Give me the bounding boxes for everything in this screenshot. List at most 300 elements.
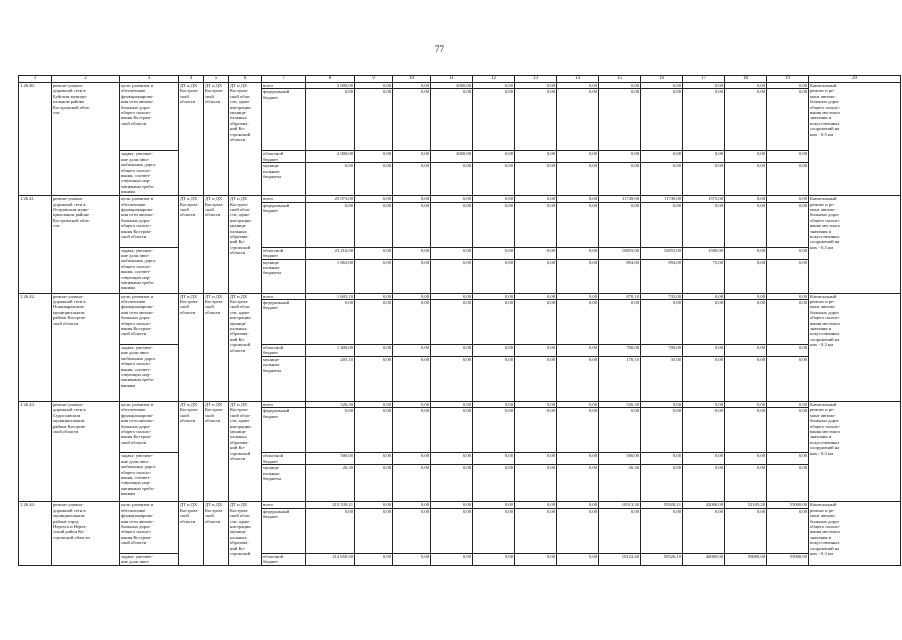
amount-cell: 1 400,00 [306, 345, 355, 357]
column-header: 5 [204, 76, 229, 83]
amount-cell: 0,00 [725, 465, 767, 502]
amount-cell: 0,00 [683, 465, 725, 502]
amount-cell: 0,00 [306, 508, 355, 553]
row-number: 1.26.44. [19, 502, 52, 565]
amount-cell: 0,00 [355, 89, 393, 151]
column-header: 7 [262, 76, 306, 83]
amount-cell: 0,00 [355, 202, 393, 247]
column-header: 4 [179, 76, 204, 83]
amount-cell: 0,00 [725, 508, 767, 553]
amount-cell: 0,00 [431, 247, 473, 259]
amount-cell: 55000,00 [767, 502, 809, 508]
funding-source: всего [262, 293, 306, 299]
amount-cell: 52105,20 [725, 502, 767, 508]
amount-cell: 0,00 [515, 300, 557, 345]
amount-cell: 0,00 [683, 508, 725, 553]
funding-source: федеральный бюджет [262, 508, 306, 553]
amount-cell: 0,00 [393, 402, 431, 408]
amount-cell: 0,00 [725, 247, 767, 259]
amount-cell: 0,00 [767, 465, 809, 502]
activity-task: задача: увеличе- ние доли авто- мобильных дорог общего пользо- вания, соответ- ствующих нор- мативным требо- ваниям [120, 247, 179, 293]
amount-cell: 0,00 [515, 465, 557, 502]
amount-cell: 700,00 [641, 345, 683, 357]
amount-cell: 26,30 [306, 465, 355, 502]
amount-cell: 0,00 [557, 357, 599, 402]
amount-cell: 0,00 [641, 163, 683, 196]
amount-cell: 0,00 [557, 345, 599, 357]
amount-cell: 0,00 [306, 163, 355, 196]
row-number: 1.26.41. [19, 196, 52, 293]
amount-cell: 0,00 [767, 300, 809, 345]
amount-cell: 0,00 [473, 408, 515, 453]
amount-cell: 0,00 [683, 402, 725, 408]
amount-cell: 0,00 [683, 83, 725, 89]
amount-cell: 0,00 [393, 453, 431, 465]
amount-cell: 0,00 [393, 259, 431, 293]
amount-cell: 0,00 [473, 553, 515, 565]
amount-cell: 0,00 [641, 83, 683, 89]
table-row [19, 151, 901, 163]
amount-cell: 0,00 [767, 202, 809, 247]
amount-cell: 0,00 [473, 259, 515, 293]
amount-cell: 11749,00 [641, 196, 683, 202]
amount-cell: 0,00 [393, 293, 431, 299]
amount-cell: 0,00 [355, 151, 393, 163]
amount-cell: 0,00 [431, 345, 473, 357]
amount-cell: 0,00 [725, 259, 767, 293]
amount-cell: 0,00 [557, 402, 599, 408]
funding-source: федеральный бюджет [262, 202, 306, 247]
amount-cell: 0,00 [473, 83, 515, 89]
amount-cell: 0,00 [393, 502, 431, 508]
amount-cell: 0,00 [641, 408, 683, 453]
amount-cell: 0,00 [725, 151, 767, 163]
amount-cell: 0,00 [306, 300, 355, 345]
amount-cell: 0,00 [683, 89, 725, 151]
amount-cell: 0,00 [431, 553, 473, 565]
amount-cell: 0,00 [557, 83, 599, 89]
amount-cell: 0,00 [515, 553, 557, 565]
amount-cell: 894,00 [599, 259, 641, 293]
amount-cell: 0,00 [641, 402, 683, 408]
amount-cell: 0,00 [393, 89, 431, 151]
amount-cell: 35,00 [641, 357, 683, 402]
responsible-executor: ДТ и ДХ Костром- ской области [179, 402, 204, 502]
amount-cell: 23 210,00 [306, 247, 355, 259]
participants: ДТ и ДХ Костром- ской обла- сти, адми- нистрации муници- пальных образова- ний Ко- стромской области [229, 402, 262, 502]
amount-cell: 0,00 [355, 357, 393, 402]
amount-cell: 10513,30 [599, 502, 641, 508]
amount-cell: 55000,00 [767, 553, 809, 565]
amount-cell: 0,00 [355, 453, 393, 465]
responsible-executor: ДТ и ДХ Костром- ской области [179, 502, 204, 565]
amount-cell: 11749,00 [599, 196, 641, 202]
amount-cell: 0,00 [355, 465, 393, 502]
funding-source: федеральный бюджет [262, 300, 306, 345]
amount-cell: 0,00 [431, 453, 473, 465]
amount-cell: 0,00 [473, 151, 515, 163]
amount-cell: 526,30 [599, 402, 641, 408]
amount-cell: 0,00 [557, 293, 599, 299]
amount-cell: 0,00 [515, 402, 557, 408]
column-header: 13 [515, 76, 557, 83]
amount-cell: 500,00 [306, 453, 355, 465]
amount-cell: 0,00 [431, 259, 473, 293]
amount-cell: 0,00 [641, 300, 683, 345]
amount-cell: 0,00 [355, 259, 393, 293]
amount-cell: 0,00 [431, 357, 473, 402]
amount-cell: 0,00 [431, 293, 473, 299]
amount-cell: 0,00 [767, 259, 809, 293]
amount-cell: 0,00 [355, 293, 393, 299]
funding-source: федеральный бюджет [262, 408, 306, 453]
amount-cell: 0,00 [393, 553, 431, 565]
funding-source: всего [262, 402, 306, 408]
amount-cell: 0,00 [725, 89, 767, 151]
amount-cell: 215 539,21 [306, 502, 355, 508]
expected-result: Капитальный ремонт и ре- монт автомо- бильных дорог общего пользо- вания местного значения и искусственных сооружений на них - 0,5 км [809, 83, 901, 196]
amount-cell: 0,00 [355, 345, 393, 357]
amount-cell: 40000,00 [683, 553, 725, 565]
amount-cell: 0,00 [355, 502, 393, 508]
amount-cell: 0,00 [641, 508, 683, 553]
amount-cell: 50526,10 [641, 553, 683, 565]
program-activities-table [18, 75, 901, 566]
funding-source: муници- пальные бюджеты [262, 465, 306, 502]
row-number: 1.26.40. [19, 83, 52, 196]
amount-cell: 0,00 [557, 89, 599, 151]
amount-cell: 0,00 [393, 508, 431, 553]
funding-source: всего [262, 83, 306, 89]
participants: ДТ и ДХ Костром- ской обла- сти, адми- нистрации муници- пальных образова- ний Ко- стромской [229, 502, 262, 565]
amount-cell: 0,00 [355, 196, 393, 202]
amount-cell: 10855,00 [641, 247, 683, 259]
amount-cell: 0,00 [473, 89, 515, 151]
activity-goal: цель: развитие и обеспечение функционирова- ния сети автомо- бильных дорог общего пользо- вания Костром- ской области [120, 502, 179, 553]
amount-cell: 0,00 [557, 196, 599, 202]
column-header: 8 [306, 76, 355, 83]
amount-cell: 0,00 [393, 247, 431, 259]
amount-cell: 25 073,00 [306, 196, 355, 202]
amount-cell: 0,00 [431, 465, 473, 502]
amount-cell: 0,00 [599, 300, 641, 345]
amount-cell: 0,00 [725, 83, 767, 89]
activity-goal: цель: развитие и обеспечение функционирова- ния сети автомо- бильных дорог общего пользо- вания Костром- ской области [120, 293, 179, 344]
amount-cell: 205,10 [306, 357, 355, 402]
amount-cell: 0,00 [557, 163, 599, 196]
funding-source: муници- пальные бюджеты [262, 163, 306, 196]
amount-cell: 0,00 [599, 89, 641, 151]
amount-cell: 0,00 [557, 553, 599, 565]
amount-cell: 0,00 [431, 508, 473, 553]
amount-cell: 50000,00 [725, 553, 767, 565]
amount-cell: 0,00 [431, 502, 473, 508]
participants: ДТ и ДХ Костром- ской обла- сти, адми- нистрации муници- пальных образова- ний Ко- стромской области [229, 293, 262, 401]
amount-cell: 0,00 [355, 83, 393, 89]
amount-cell: 0,00 [473, 293, 515, 299]
amount-cell: 0,00 [431, 408, 473, 453]
amount-cell: 0,00 [557, 408, 599, 453]
amount-cell: 2000,00 [431, 83, 473, 89]
amount-cell: 0,00 [767, 508, 809, 553]
amount-cell: 0,00 [306, 89, 355, 151]
column-header: 20 [809, 76, 901, 83]
column-header: 9 [355, 76, 393, 83]
amount-cell: 0,00 [725, 300, 767, 345]
participants: ДТ и ДХ Костром- ской обла- сти, адми- нистрации муници- пальных образова- ний Ко- стромской области [229, 83, 262, 196]
amount-cell: 0,00 [473, 345, 515, 357]
amount-cell: 0,00 [767, 402, 809, 408]
amount-cell: 0,00 [473, 196, 515, 202]
amount-cell: 0,00 [599, 163, 641, 196]
amount-cell: 0,00 [515, 408, 557, 453]
amount-cell: 1575,00 [683, 196, 725, 202]
amount-cell: 0,00 [355, 402, 393, 408]
amount-cell: 0,00 [515, 151, 557, 163]
amount-cell: 0,00 [767, 196, 809, 202]
amount-cell: 0,00 [641, 202, 683, 247]
amount-cell: 0,00 [641, 151, 683, 163]
amount-cell: 0,00 [515, 196, 557, 202]
amount-cell: 0,00 [355, 553, 393, 565]
amount-cell: 0,00 [393, 151, 431, 163]
responsible-executor: ДТ и ДХ Костром- ской области [179, 196, 204, 293]
amount-cell: 0,00 [515, 89, 557, 151]
amount-cell: 0,00 [767, 151, 809, 163]
amount-cell: 0,00 [355, 408, 393, 453]
amount-cell: 0,00 [683, 151, 725, 163]
amount-cell: 2 000,00 [306, 83, 355, 89]
amount-cell: 0,00 [393, 465, 431, 502]
amount-cell: 0,00 [393, 408, 431, 453]
amount-cell: 0,00 [393, 163, 431, 196]
amount-cell: 0,00 [557, 247, 599, 259]
amount-cell: 0,00 [473, 300, 515, 345]
amount-cell: 0,00 [473, 247, 515, 259]
funding-source: областной бюджет [262, 151, 306, 163]
amount-cell: 2 000,00 [306, 151, 355, 163]
participants: ДТ и ДХ Костром- ской обла- сти, адми- нистрации муници- пальных образова- ний Ко- стромской области [229, 196, 262, 293]
amount-cell: 0,00 [393, 300, 431, 345]
amount-cell: 0,00 [393, 345, 431, 357]
column-header: 10 [393, 76, 431, 83]
amount-cell: 0,00 [767, 357, 809, 402]
amount-cell: 0,00 [725, 402, 767, 408]
amount-cell: 0,00 [557, 151, 599, 163]
amount-cell: 0,00 [431, 163, 473, 196]
amount-cell: 0,00 [515, 293, 557, 299]
amount-cell: 0,00 [306, 408, 355, 453]
amount-cell: 870,10 [599, 293, 641, 299]
amount-cell: 0,00 [683, 357, 725, 402]
amount-cell: 0,00 [431, 202, 473, 247]
amount-cell: 0,00 [393, 83, 431, 89]
amount-cell: 0,00 [515, 259, 557, 293]
amount-cell: 0,00 [557, 465, 599, 502]
amount-cell: 10855,00 [599, 247, 641, 259]
amount-cell: 0,00 [393, 196, 431, 202]
expected-result: Капитальный ремонт и ре- монт автомо- бильных дорог общего пользо- вания местного значения и искусственных сооружений на них - 0,3 км [809, 502, 901, 565]
amount-cell: 0,00 [683, 300, 725, 345]
amount-cell: 0,00 [557, 453, 599, 465]
amount-cell: 0,00 [557, 259, 599, 293]
table-header-row [19, 76, 901, 83]
co-executor: ДТ и ДХ Костром- ской области [204, 293, 229, 401]
amount-cell: 0,00 [725, 293, 767, 299]
amount-cell: 170,10 [599, 357, 641, 402]
amount-cell: 0,00 [683, 345, 725, 357]
amount-cell: 2000,00 [431, 151, 473, 163]
funding-source: муници- пальные бюджеты [262, 357, 306, 402]
expected-result: Капитальный ремонт и ре- монт автомо- бильных дорог общего пользо- вания местного значения и искусственных сооружений на них - 0,3 км [809, 402, 901, 502]
amount-cell: 0,00 [767, 293, 809, 299]
table-row [19, 453, 901, 465]
column-header: 2 [52, 76, 120, 83]
funding-source: всего [262, 196, 306, 202]
amount-cell: 735,00 [641, 293, 683, 299]
amount-cell: 0,00 [767, 345, 809, 357]
activity-goal: цель: развитие и обеспечение функционирова- ния сети автомо- бильных дорог общего пользо- вания Костром- ской области [120, 83, 179, 151]
row-number: 1.26.42. [19, 293, 52, 401]
amount-cell: 0,00 [599, 408, 641, 453]
activity-name: ремонт улично- дорожной сети в Судиславском муниципальном районе Костром- ской области [52, 402, 120, 502]
amount-cell: 700,00 [599, 345, 641, 357]
amount-cell: 75,00 [683, 259, 725, 293]
activity-task: задача: увеличе- ние доли авто- мобильных дорог общего пользо- вания, соответ- ствующих нор- мативным требо- ваниям [120, 151, 179, 196]
column-header: 16 [641, 76, 683, 83]
amount-cell: 10122,40 [599, 553, 641, 565]
funding-source: областной бюджет [262, 553, 306, 565]
amount-cell: 0,00 [515, 453, 557, 465]
column-header: 1 [19, 76, 52, 83]
expected-result: Капитальный ремонт и ре- монт автомо- бильных дорог общего пользо- вание местного значения и искусственных сооружений на них - 0,5 км [809, 196, 901, 293]
amount-cell: 0,00 [725, 202, 767, 247]
funding-source: областной бюджет [262, 453, 306, 465]
column-header: 12 [473, 76, 515, 83]
amount-cell: 0,00 [641, 453, 683, 465]
activity-name: ремонт улично- дорожной сети в Поназыревском муниципальном районе Костром- ской области [52, 293, 120, 401]
column-header: 19 [767, 76, 809, 83]
expected-result: Капитальный ремонт и ре- монт автомо- бильных дорог общего пользо- вания местного значения и искусственных сооружений на них - 0,3 км [809, 293, 901, 401]
funding-source: муници- пальные бюджеты [262, 259, 306, 293]
amount-cell: 1 605,10 [306, 293, 355, 299]
amount-cell: 0,00 [515, 83, 557, 89]
amount-cell: 0,00 [431, 89, 473, 151]
amount-cell: 0,00 [767, 247, 809, 259]
amount-cell: 0,00 [473, 465, 515, 502]
amount-cell: 0,00 [725, 345, 767, 357]
activity-task: задача: увеличе- ние доли авто- [120, 553, 179, 565]
amount-cell: 0,00 [599, 151, 641, 163]
amount-cell: 0,00 [557, 502, 599, 508]
amount-cell: 0,00 [431, 196, 473, 202]
table-row [19, 247, 901, 259]
amount-cell: 0,00 [393, 357, 431, 402]
amount-cell: 0,00 [599, 202, 641, 247]
amount-cell: 1 863,00 [306, 259, 355, 293]
amount-cell: 0,00 [355, 300, 393, 345]
column-header: 11 [431, 76, 473, 83]
column-header: 15 [599, 76, 641, 83]
page-number: 77 [435, 44, 444, 54]
amount-cell: 0,00 [515, 202, 557, 247]
funding-source: областной бюджет [262, 345, 306, 357]
amount-cell: 0,00 [515, 357, 557, 402]
amount-cell: 0,00 [767, 89, 809, 151]
amount-cell: 0,00 [355, 508, 393, 553]
activity-name: ремонт улично- дорожной сети в Буйском муници- пальном районе Костромской обла- сти [52, 83, 120, 196]
amount-cell: 0,00 [431, 402, 473, 408]
amount-cell: 0,00 [473, 402, 515, 408]
amount-cell: 0,00 [515, 502, 557, 508]
amount-cell: 0,00 [725, 163, 767, 196]
amount-cell: 0,00 [557, 300, 599, 345]
amount-cell: 0,00 [599, 508, 641, 553]
amount-cell: 0,00 [683, 453, 725, 465]
amount-cell: 0,00 [557, 508, 599, 553]
amount-cell: 0,00 [473, 202, 515, 247]
amount-cell: 0,00 [473, 163, 515, 196]
amount-cell: 26,30 [599, 465, 641, 502]
responsible-executor: ДТ и ДХ Костром- ской области [179, 293, 204, 401]
amount-cell: 0,00 [683, 202, 725, 247]
activity-name: ремонт улично- дорожной сети в Островском муни- ципальном районе Костромской обла- сти [52, 196, 120, 293]
amount-cell: 0,00 [515, 345, 557, 357]
amount-cell: 0,00 [431, 300, 473, 345]
activity-task: задача: увеличе- ние доли авто- мобильных дорог общего пользо- вания, соответ- ствующих нор- мативным требо- ваниям [120, 345, 179, 402]
amount-cell: 0,00 [767, 83, 809, 89]
amount-cell: 0,00 [473, 502, 515, 508]
row-number: 1.26.43. [19, 402, 52, 502]
amount-cell: 0,00 [515, 508, 557, 553]
co-executor: ДТ и ДХ Костром- ской области [204, 402, 229, 502]
activity-goal: цель: развитие и обеспечение функционирова- ния сети автомо- бильных дорог общего пользо- вания Костром- ской области [120, 196, 179, 247]
column-header: 18 [725, 76, 767, 83]
amount-cell: 55928,21 [641, 502, 683, 508]
responsible-executor: ДТ и ДХ Костром- ской области [179, 83, 204, 196]
co-executor: ДТ и ДХ Костром- ской области [204, 196, 229, 293]
amount-cell: 0,00 [725, 453, 767, 465]
amount-cell: 0,00 [355, 163, 393, 196]
amount-cell: 0,00 [355, 247, 393, 259]
amount-cell: 0,00 [683, 163, 725, 196]
amount-cell: 0,00 [725, 196, 767, 202]
amount-cell: 42000,00 [683, 502, 725, 508]
amount-cell: 0,00 [641, 465, 683, 502]
funding-source: областной бюджет [262, 247, 306, 259]
column-header: 6 [229, 76, 262, 83]
column-header: 3 [120, 76, 179, 83]
activity-task: задача: увеличе- ние доли авто- мобильных дорог общего пользо- вания, соответ- ствующих нор- мативным требо- ваниям [120, 453, 179, 502]
amount-cell: 0,00 [683, 408, 725, 453]
amount-cell: 0,00 [515, 247, 557, 259]
amount-cell: 0,00 [641, 89, 683, 151]
amount-cell: 0,00 [306, 202, 355, 247]
amount-cell: 0,00 [599, 83, 641, 89]
funding-source: всего [262, 502, 306, 508]
column-header: 17 [683, 76, 725, 83]
amount-cell: 0,00 [393, 202, 431, 247]
amount-cell: 894,00 [641, 259, 683, 293]
amount-cell: 500,00 [599, 453, 641, 465]
amount-cell: 0,00 [683, 293, 725, 299]
co-executor: ДТ и ДХ Костром- ской области [204, 502, 229, 565]
table-row [19, 553, 901, 565]
amount-cell: 1500,00 [683, 247, 725, 259]
activity-goal: цель: развитие и обеспечение функционирова- ния сети автомо- бильных дорог общего пользо- вания Костром- ской области [120, 402, 179, 453]
amount-cell: 0,00 [473, 508, 515, 553]
amount-cell: 0,00 [767, 453, 809, 465]
